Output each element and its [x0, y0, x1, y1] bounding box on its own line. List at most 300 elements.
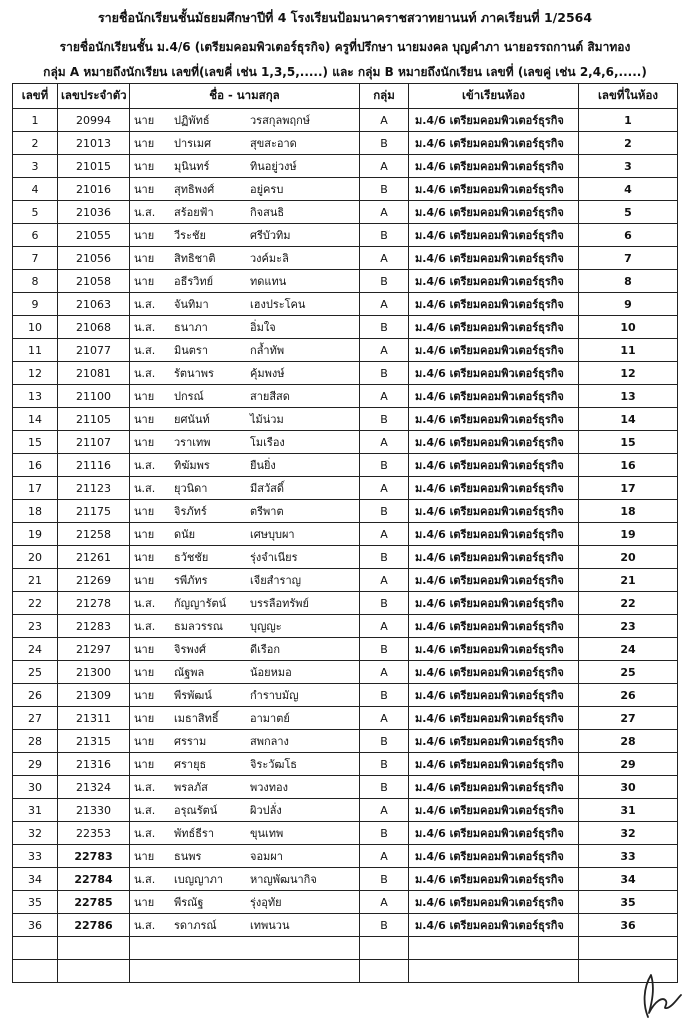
group-label: A	[360, 845, 409, 868]
seat-number: 12	[579, 362, 678, 385]
table-row	[13, 523, 678, 546]
name-prefix: นาย	[134, 183, 155, 196]
table-header-row	[13, 84, 678, 109]
student-id: 21016	[58, 178, 130, 201]
student-name	[130, 477, 360, 500]
row-number: 14	[13, 408, 58, 431]
group-label: B	[360, 730, 409, 753]
last-name: ยืนยิ่ง	[250, 459, 276, 472]
group-label: B	[360, 132, 409, 155]
last-name: จิระวัฒโธ	[250, 758, 297, 771]
first-name: วราเทพ	[174, 436, 211, 449]
student-name	[130, 270, 360, 293]
table-row	[13, 224, 678, 247]
student-id: 22785	[58, 891, 130, 914]
seat-number: 35	[579, 891, 678, 914]
row-number: 19	[13, 523, 58, 546]
group-label: B	[360, 546, 409, 569]
student-id: 21036	[58, 201, 130, 224]
table-row	[13, 638, 678, 661]
empty-cell	[360, 937, 409, 960]
student-id: 22786	[58, 914, 130, 937]
first-name: ธนาภา	[174, 321, 208, 334]
last-name: กิจสนธิ	[250, 206, 285, 219]
first-name: สิทธิชาติ	[174, 252, 216, 265]
last-name: โมเรือง	[250, 436, 285, 449]
classroom-label: ม.4/6 เตรียมคอมพิวเตอร์ธุรกิจ	[409, 730, 579, 753]
table-row	[13, 753, 678, 776]
group-label: A	[360, 201, 409, 224]
student-name	[130, 914, 360, 937]
last-name: บุญญะ	[250, 620, 282, 633]
last-name: ทินอยู่วงษ์	[250, 160, 297, 173]
row-number: 9	[13, 293, 58, 316]
last-name: อามาตย์	[250, 712, 290, 725]
student-id: 21055	[58, 224, 130, 247]
student-id: 21068	[58, 316, 130, 339]
last-name: สพกลาง	[250, 735, 289, 748]
row-number: 29	[13, 753, 58, 776]
name-prefix: น.ส.	[134, 367, 156, 380]
first-name: วีระชัย	[174, 229, 206, 242]
first-name: สุทธิพงศ์	[174, 183, 215, 196]
group-label: B	[360, 454, 409, 477]
student-name	[130, 615, 360, 638]
row-number: 11	[13, 339, 58, 362]
empty-cell	[13, 960, 58, 983]
group-label: B	[360, 753, 409, 776]
last-name: เทพนวน	[250, 919, 290, 932]
last-name: ไม้น่วม	[250, 413, 284, 426]
table-row	[13, 362, 678, 385]
first-name: เมธาสิทธิ์	[174, 712, 219, 725]
seat-number: 32	[579, 822, 678, 845]
classroom-label: ม.4/6 เตรียมคอมพิวเตอร์ธุรกิจ	[409, 546, 579, 569]
seat-number: 19	[579, 523, 678, 546]
student-name	[130, 891, 360, 914]
name-prefix: นาย	[134, 436, 155, 449]
group-label: B	[360, 500, 409, 523]
empty-cell	[409, 960, 579, 983]
name-prefix: นาย	[134, 528, 155, 541]
first-name: กัญญารัตน์	[174, 597, 227, 610]
empty-table-row	[13, 960, 678, 983]
table-row	[13, 730, 678, 753]
name-prefix: น.ส.	[134, 919, 156, 932]
name-prefix: นาย	[134, 275, 155, 288]
student-id: 21311	[58, 707, 130, 730]
seat-number: 6	[579, 224, 678, 247]
classroom-label: ม.4/6 เตรียมคอมพิวเตอร์ธุรกิจ	[409, 132, 579, 155]
last-name: ดีเรือก	[250, 643, 281, 656]
first-name: มุนินทร์	[174, 160, 210, 173]
row-number: 27	[13, 707, 58, 730]
group-label: A	[360, 615, 409, 638]
group-label: A	[360, 155, 409, 178]
group-label: A	[360, 431, 409, 454]
first-name: ปารเมศ	[174, 137, 212, 150]
last-name: วรสกุลพฤกษ์	[250, 114, 311, 127]
group-label: B	[360, 270, 409, 293]
classroom-label: ม.4/6 เตรียมคอมพิวเตอร์ธุรกิจ	[409, 362, 579, 385]
first-name: จิรภัทร์	[174, 505, 207, 518]
table-row	[13, 707, 678, 730]
student-id: 21315	[58, 730, 130, 753]
row-number: 32	[13, 822, 58, 845]
student-id: 22784	[58, 868, 130, 891]
name-prefix: นาย	[134, 712, 155, 725]
first-name: ธวัชชัย	[174, 551, 209, 564]
row-number: 20	[13, 546, 58, 569]
name-prefix: นาย	[134, 160, 155, 173]
table-row	[13, 293, 678, 316]
table-row	[13, 845, 678, 868]
col-header-seat: เลขที่ในห้อง	[579, 84, 678, 109]
classroom-label: ม.4/6 เตรียมคอมพิวเตอร์ธุรกิจ	[409, 891, 579, 914]
seat-number: 14	[579, 408, 678, 431]
first-name: อรุณรัตน์	[174, 804, 218, 817]
seat-number: 9	[579, 293, 678, 316]
col-header-name: ชื่อ - นามสกุล	[130, 84, 360, 109]
classroom-label: ม.4/6 เตรียมคอมพิวเตอร์ธุรกิจ	[409, 270, 579, 293]
classroom-label: ม.4/6 เตรียมคอมพิวเตอร์ธุรกิจ	[409, 523, 579, 546]
last-name: หาญพัฒนากิจ	[250, 873, 317, 886]
student-name	[130, 592, 360, 615]
last-name: เศษบุบผา	[250, 528, 295, 541]
group-label: A	[360, 569, 409, 592]
student-id: 21269	[58, 569, 130, 592]
first-name: พัทธ์ธีรา	[174, 827, 215, 840]
name-prefix: นาย	[134, 689, 155, 702]
seat-number: 16	[579, 454, 678, 477]
row-number: 15	[13, 431, 58, 454]
table-row	[13, 155, 678, 178]
student-name	[130, 201, 360, 224]
seat-number: 36	[579, 914, 678, 937]
student-id: 21063	[58, 293, 130, 316]
first-name: รพีภัทร	[174, 574, 208, 587]
student-id: 21058	[58, 270, 130, 293]
student-id: 21297	[58, 638, 130, 661]
name-prefix: น.ส.	[134, 827, 156, 840]
student-id: 21258	[58, 523, 130, 546]
last-name: ขุนเทพ	[250, 827, 284, 840]
row-number: 4	[13, 178, 58, 201]
name-prefix: น.ส.	[134, 321, 156, 334]
table-row	[13, 822, 678, 845]
group-label: A	[360, 661, 409, 684]
table-row	[13, 454, 678, 477]
last-name: รุ่งอุทัย	[250, 896, 282, 909]
student-name	[130, 339, 360, 362]
name-prefix: นาย	[134, 850, 155, 863]
group-label: B	[360, 776, 409, 799]
seat-number: 17	[579, 477, 678, 500]
seat-number: 11	[579, 339, 678, 362]
seat-number: 31	[579, 799, 678, 822]
last-name: กำราบมัญ	[250, 689, 299, 702]
student-name	[130, 408, 360, 431]
seat-number: 2	[579, 132, 678, 155]
row-number: 28	[13, 730, 58, 753]
last-name: น้อยหมอ	[250, 666, 292, 679]
first-name: จันทิมา	[174, 298, 209, 311]
name-prefix: น.ส.	[134, 620, 156, 633]
classroom-label: ม.4/6 เตรียมคอมพิวเตอร์ธุรกิจ	[409, 316, 579, 339]
group-label: A	[360, 385, 409, 408]
student-name	[130, 684, 360, 707]
last-name: เฮงประโคน	[250, 298, 306, 311]
last-name: ทดแทน	[250, 275, 287, 288]
classroom-label: ม.4/6 เตรียมคอมพิวเตอร์ธุรกิจ	[409, 477, 579, 500]
student-name	[130, 155, 360, 178]
classroom-label: ม.4/6 เตรียมคอมพิวเตอร์ธุรกิจ	[409, 638, 579, 661]
group-label: A	[360, 799, 409, 822]
row-number: 8	[13, 270, 58, 293]
group-label: A	[360, 293, 409, 316]
first-name: ศรราม	[174, 735, 207, 748]
empty-table-row	[13, 937, 678, 960]
classroom-label: ม.4/6 เตรียมคอมพิวเตอร์ธุรกิจ	[409, 109, 579, 132]
seat-number: 23	[579, 615, 678, 638]
group-label: B	[360, 592, 409, 615]
student-name	[130, 362, 360, 385]
classroom-label: ม.4/6 เตรียมคอมพิวเตอร์ธุรกิจ	[409, 224, 579, 247]
classroom-label: ม.4/6 เตรียมคอมพิวเตอร์ธุรกิจ	[409, 454, 579, 477]
seat-number: 7	[579, 247, 678, 270]
row-number: 12	[13, 362, 58, 385]
row-number: 24	[13, 638, 58, 661]
student-name	[130, 316, 360, 339]
seat-number: 21	[579, 569, 678, 592]
empty-cell	[360, 960, 409, 983]
row-number: 2	[13, 132, 58, 155]
classroom-label: ม.4/6 เตรียมคอมพิวเตอร์ธุรกิจ	[409, 592, 579, 615]
group-label: B	[360, 408, 409, 431]
table-row	[13, 431, 678, 454]
row-number: 3	[13, 155, 58, 178]
row-number: 33	[13, 845, 58, 868]
classroom-label: ม.4/6 เตรียมคอมพิวเตอร์ธุรกิจ	[409, 822, 579, 845]
page-title: รายชื่อนักเรียนชั้นมัธยมศึกษาปีที่ 4 โรงเรียนป้อมนาคราชสวาทยานนท์ ภาคเรียนที่ 1/2564	[97, 10, 593, 25]
table-row	[13, 408, 678, 431]
roster-body	[13, 109, 678, 983]
classroom-label: ม.4/6 เตรียมคอมพิวเตอร์ธุรกิจ	[409, 339, 579, 362]
name-prefix: น.ส.	[134, 873, 156, 886]
first-name: มินตรา	[174, 344, 208, 357]
classroom-label: ม.4/6 เตรียมคอมพิวเตอร์ธุรกิจ	[409, 684, 579, 707]
classroom-label: ม.4/6 เตรียมคอมพิวเตอร์ธุรกิจ	[409, 845, 579, 868]
last-name: ศรีบัวทิม	[250, 229, 291, 242]
first-name: สร้อยฟ้า	[174, 206, 214, 219]
table-row	[13, 500, 678, 523]
table-row	[13, 684, 678, 707]
student-name	[130, 753, 360, 776]
classroom-label: ม.4/6 เตรียมคอมพิวเตอร์ธุรกิจ	[409, 661, 579, 684]
last-name: อยู่ครบ	[250, 183, 284, 196]
student-name	[130, 661, 360, 684]
seat-number: 29	[579, 753, 678, 776]
student-name	[130, 845, 360, 868]
first-name: ยศนันท์	[174, 413, 210, 426]
group-legend: กลุ่ม A หมายถึงนักเรียน เลขที่(เลขคี่ เช่น 1,3,5,.....) และ กลุ่ม B หมายถึงนักเรียน เลขที่ (เลขคู่ เช่น 2,4,6,.....)	[43, 65, 647, 79]
empty-cell	[13, 937, 58, 960]
student-id: 21283	[58, 615, 130, 638]
name-prefix: นาย	[134, 758, 155, 771]
group-label: B	[360, 362, 409, 385]
student-id: 21261	[58, 546, 130, 569]
group-label: A	[360, 477, 409, 500]
group-label: B	[360, 684, 409, 707]
student-name	[130, 799, 360, 822]
first-name: รดาภรณ์	[174, 919, 217, 932]
empty-cell	[58, 960, 130, 983]
group-label: B	[360, 914, 409, 937]
classroom-label: ม.4/6 เตรียมคอมพิวเตอร์ธุรกิจ	[409, 155, 579, 178]
last-name: รุ่งจำเนียร	[250, 551, 298, 564]
last-name: จอมผา	[250, 850, 283, 863]
student-name	[130, 109, 360, 132]
first-name: จิรพงศ์	[174, 643, 206, 656]
seat-number: 1	[579, 109, 678, 132]
table-row	[13, 592, 678, 615]
classroom-label: ม.4/6 เตรียมคอมพิวเตอร์ธุรกิจ	[409, 868, 579, 891]
student-name	[130, 454, 360, 477]
classroom-label: ม.4/6 เตรียมคอมพิวเตอร์ธุรกิจ	[409, 201, 579, 224]
table-row	[13, 569, 678, 592]
group-label: B	[360, 224, 409, 247]
student-name	[130, 868, 360, 891]
row-number: 35	[13, 891, 58, 914]
table-row	[13, 914, 678, 937]
first-name: ทิฆัมพร	[174, 459, 210, 472]
col-header-student-id: เลขประจำตัว	[58, 84, 130, 109]
first-name: ธนพร	[174, 850, 202, 863]
row-number: 21	[13, 569, 58, 592]
student-id: 21107	[58, 431, 130, 454]
table-row	[13, 868, 678, 891]
row-number: 22	[13, 592, 58, 615]
seat-number: 33	[579, 845, 678, 868]
seat-number: 25	[579, 661, 678, 684]
student-id: 21100	[58, 385, 130, 408]
table-row	[13, 201, 678, 224]
classroom-label: ม.4/6 เตรียมคอมพิวเตอร์ธุรกิจ	[409, 569, 579, 592]
row-number: 34	[13, 868, 58, 891]
row-number: 30	[13, 776, 58, 799]
name-prefix: นาย	[134, 735, 155, 748]
classroom-label: ม.4/6 เตรียมคอมพิวเตอร์ธุรกิจ	[409, 431, 579, 454]
seat-number: 15	[579, 431, 678, 454]
group-label: A	[360, 707, 409, 730]
last-name: สายสีสด	[250, 390, 290, 403]
table-row	[13, 270, 678, 293]
student-id: 21015	[58, 155, 130, 178]
empty-cell	[130, 937, 360, 960]
seat-number: 34	[579, 868, 678, 891]
name-prefix: นาย	[134, 114, 155, 127]
student-name	[130, 523, 360, 546]
row-number: 16	[13, 454, 58, 477]
seat-number: 3	[579, 155, 678, 178]
student-name	[130, 569, 360, 592]
name-prefix: น.ส.	[134, 459, 156, 472]
name-prefix: น.ส.	[134, 482, 156, 495]
student-id: 21309	[58, 684, 130, 707]
row-number: 10	[13, 316, 58, 339]
name-prefix: นาย	[134, 551, 155, 564]
first-name: อธีรวิทย์	[174, 275, 214, 288]
student-name	[130, 546, 360, 569]
first-name: ปกรณ์	[174, 390, 204, 403]
name-prefix: นาย	[134, 252, 155, 265]
student-name	[130, 500, 360, 523]
first-name: เบญญาภา	[174, 873, 224, 886]
name-prefix: น.ส.	[134, 597, 156, 610]
classroom-label: ม.4/6 เตรียมคอมพิวเตอร์ธุรกิจ	[409, 408, 579, 431]
group-label: B	[360, 638, 409, 661]
last-name: บรรลือทรัพย์	[250, 597, 310, 610]
last-name: ตรีพาต	[250, 505, 284, 518]
student-name	[130, 247, 360, 270]
classroom-label: ม.4/6 เตรียมคอมพิวเตอร์ธุรกิจ	[409, 500, 579, 523]
student-id: 21013	[58, 132, 130, 155]
classroom-label: ม.4/6 เตรียมคอมพิวเตอร์ธุรกิจ	[409, 753, 579, 776]
name-prefix: น.ส.	[134, 344, 156, 357]
student-id: 21300	[58, 661, 130, 684]
name-prefix: นาย	[134, 413, 155, 426]
row-number: 1	[13, 109, 58, 132]
row-number: 18	[13, 500, 58, 523]
student-id: 21077	[58, 339, 130, 362]
first-name: ศรายุธ	[174, 758, 207, 771]
row-number: 31	[13, 799, 58, 822]
table-row	[13, 132, 678, 155]
name-prefix: นาย	[134, 666, 155, 679]
seat-number: 8	[579, 270, 678, 293]
student-name	[130, 385, 360, 408]
name-prefix: น.ส.	[134, 804, 156, 817]
name-prefix: นาย	[134, 390, 155, 403]
name-prefix: น.ส.	[134, 298, 156, 311]
student-name	[130, 776, 360, 799]
last-name: คุ้มพงษ์	[250, 367, 285, 380]
classroom-label: ม.4/6 เตรียมคอมพิวเตอร์ธุรกิจ	[409, 799, 579, 822]
first-name: พีรพัฒน์	[174, 689, 212, 702]
last-name: วงค์มะลิ	[250, 252, 289, 265]
col-header-no: เลขที่	[13, 84, 58, 109]
last-name: พวงทอง	[250, 781, 289, 794]
last-name: ผิวปลั่ง	[250, 804, 282, 817]
row-number: 13	[13, 385, 58, 408]
student-name	[130, 132, 360, 155]
student-name	[130, 431, 360, 454]
group-label: A	[360, 109, 409, 132]
student-id: 21123	[58, 477, 130, 500]
student-id: 21175	[58, 500, 130, 523]
classroom-label: ม.4/6 เตรียมคอมพิวเตอร์ธุรกิจ	[409, 385, 579, 408]
group-label: A	[360, 523, 409, 546]
group-label: B	[360, 178, 409, 201]
student-name	[130, 224, 360, 247]
group-label: A	[360, 247, 409, 270]
group-label: A	[360, 339, 409, 362]
empty-cell	[579, 937, 678, 960]
row-number: 17	[13, 477, 58, 500]
classroom-label: ม.4/6 เตรียมคอมพิวเตอร์ธุรกิจ	[409, 707, 579, 730]
classroom-label: ม.4/6 เตรียมคอมพิวเตอร์ธุรกิจ	[409, 914, 579, 937]
first-name: ดนัย	[174, 528, 196, 541]
